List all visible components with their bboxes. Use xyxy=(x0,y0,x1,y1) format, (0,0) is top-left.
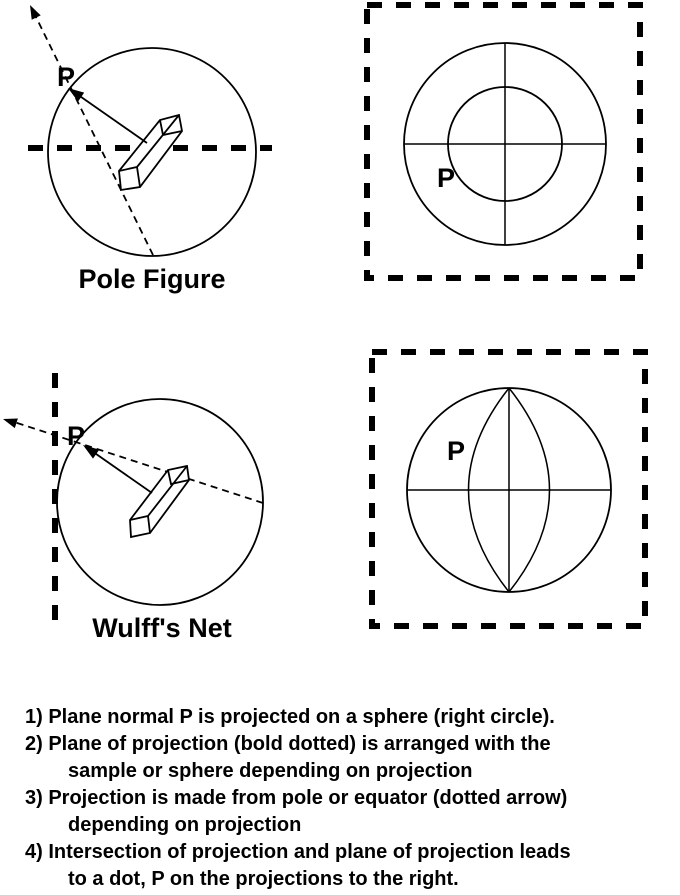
pole-figure-panel xyxy=(28,5,272,294)
point-p-label: P xyxy=(67,421,86,451)
plane-normal-arrow xyxy=(74,92,147,143)
note-line-3b: depending on projection xyxy=(68,814,302,836)
wulff-net-caption: Wulff's Net xyxy=(92,613,232,643)
wulff-net-panel xyxy=(3,373,263,643)
note-line-3: 3) Projection is made from pole or equator (dotted arrow) xyxy=(25,787,568,809)
point-p-label: P xyxy=(437,163,456,193)
explanation-list xyxy=(0,704,680,893)
sample-crystal xyxy=(119,115,182,190)
pole-figure-caption: Pole Figure xyxy=(78,264,226,294)
pole-figure-projection-panel xyxy=(367,5,640,278)
note-line-2b: sample or sphere depending on projection xyxy=(68,760,473,782)
note-line-2: 2) Plane of projection (bold dotted) is arranged with the xyxy=(25,733,551,755)
point-p-label: P xyxy=(447,436,466,466)
note-line-1: 1) Plane normal P is projected on a sphere (right circle). xyxy=(25,706,555,728)
wulff-projection-ray xyxy=(8,420,263,503)
plane-normal-arrow xyxy=(89,449,152,493)
pole-projection-ray-arrowhead-icon xyxy=(30,5,41,20)
note-line-4b: to a dot, P on the projections to the right. xyxy=(68,868,459,890)
wulff-net-projection-panel xyxy=(372,352,645,626)
note-line-4: 4) Intersection of projection and plane of projection leads xyxy=(25,841,571,863)
pole-projection-plane-border xyxy=(367,5,640,278)
point-p-label: P xyxy=(57,62,76,92)
wulff-projection-ray-arrowhead-icon xyxy=(3,419,18,429)
